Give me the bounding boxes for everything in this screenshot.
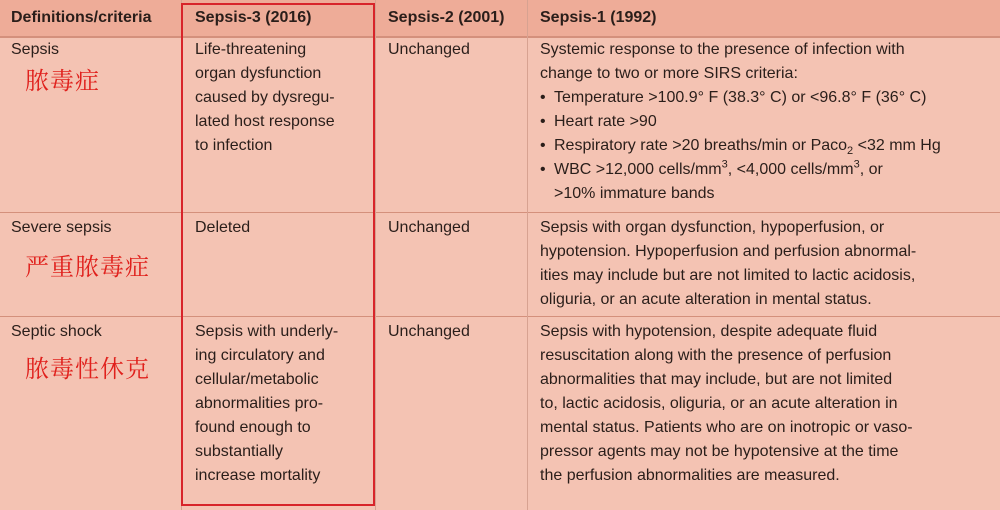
row-severe-sepsis-term: Severe sepsis <box>11 219 112 236</box>
sirs-criteria-list <box>540 86 990 182</box>
column-divider <box>375 0 376 510</box>
row-septic-shock-sepsis1: Sepsis with hypotension, despite adequate fluid resuscitation along with the presence of perfusion abnormalities that may include, but are not limited to, lactic acidosis, oliguria, or an acute alteration in mental status. Patients who are on inotropic or vaso- pressor agents may not be hypotensive at the time the perfusion abnormalities are measured. <box>540 323 913 484</box>
row-sepsis-term: Sepsis <box>11 41 60 58</box>
row-divider <box>0 212 1000 213</box>
list-item: • Heart rate >90 <box>540 110 990 134</box>
sepsis-3-highlight-box <box>181 3 375 506</box>
row-divider <box>0 316 1000 317</box>
header-sepsis-2: Sepsis-2 (2001) <box>388 9 505 26</box>
row-sepsis-term-cn: 脓毒症 <box>25 67 100 95</box>
list-item: • Temperature >100.9° F (38.3° C) or <96.8° F (36° C) <box>540 86 990 110</box>
header-sepsis-1: Sepsis-1 (1992) <box>540 9 657 26</box>
row-severe-sepsis-sepsis3: Deleted <box>195 219 251 236</box>
row-severe-sepsis-sepsis2: Unchanged <box>388 219 470 236</box>
row-severe-sepsis-term-cn: 严重脓毒症 <box>25 253 150 281</box>
row-sepsis-sepsis3: Life-threatening organ dysfunction caused by dysregu- lated host response to infection <box>195 41 335 154</box>
row-septic-shock-sepsis2: Unchanged <box>388 323 470 340</box>
row-septic-shock-term: Septic shock <box>11 323 102 340</box>
row-septic-shock-sepsis3: Sepsis with underly- ing circulatory and cellular/metabolic abnormalities pro- found enough to substantially increase mortality <box>195 323 339 484</box>
row-sepsis-sepsis1: Systemic response to the presence of infection with change to two or more SIRS criteria: • Temperature >100.9° F (38.3° C) or <96.8° F (36° C) • Heart rate >90 • Respiratory rate >20 breaths/min or Paco$_2$ <32 mm Hg • WBC >12,000 cells/$mm^3$, <4,000 cells/$mm^3$, or >10% immature bands <box>540 38 990 206</box>
row-severe-sepsis-sepsis1: Sepsis with organ dysfunction, hypoperfusion, or hypotension. Hypoperfusion and perfusion abnormal- ities may include but are not limited to lactic acidosis, oliguria, or an acute alteration in mental status. <box>540 219 917 308</box>
list-item: • Respiratory rate >20 breaths/min or Paco$_2$ <32 mm Hg <box>540 134 990 158</box>
row-septic-shock-term-cn: 脓毒性休克 <box>25 355 150 383</box>
row-sepsis-sepsis2: Unchanged <box>388 41 470 58</box>
list-item: • WBC >12,000 cells/$mm^3$, <4,000 cells/$mm^3$, or <box>540 158 990 182</box>
header-sepsis-3: Sepsis-3 (2016) <box>195 9 312 26</box>
header-definitions: Definitions/criteria <box>11 9 152 26</box>
column-divider <box>527 0 528 510</box>
